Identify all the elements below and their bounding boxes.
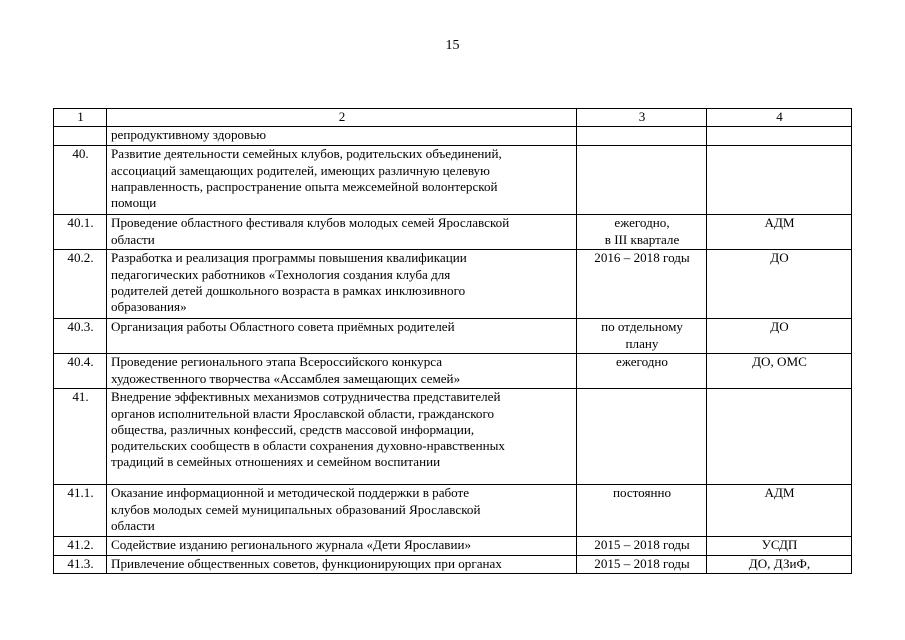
item-text: Разработка и реализация программы повышения квалификации педагогических работников «Технология создания клуба для родителей детей дошкольного возраста в рамках инклюзивного образования» <box>107 250 577 319</box>
item-text: Содействие изданию регионального журнала «Дети Ярославии» <box>107 537 577 555</box>
item-term: постоянно <box>577 485 707 537</box>
table-row <box>54 389 852 485</box>
item-text: Проведение областного фестиваля клубов молодых семей Ярославской области <box>107 215 577 250</box>
item-number: 41.1. <box>54 485 107 537</box>
item-term <box>577 127 707 146</box>
item-term: по отдельному плану <box>577 319 707 354</box>
item-executor: АДМ <box>707 215 852 250</box>
table-row <box>54 555 852 573</box>
table-row <box>54 354 852 389</box>
item-number: 40.1. <box>54 215 107 250</box>
item-text: Развитие деятельности семейных клубов, родительских объединений, ассоциаций замещающих родителей, имеющих различную целевую направленность, распространение опыта межсемейной волонтерской помощи <box>107 146 577 215</box>
item-executor: ДО, ОМС <box>707 354 852 389</box>
table-row <box>54 485 852 537</box>
item-number: 40.4. <box>54 354 107 389</box>
item-executor <box>707 127 852 146</box>
page-number: 15 <box>445 38 460 53</box>
item-text: Привлечение общественных советов, функционирующих при органах <box>107 555 577 573</box>
table-row <box>54 146 852 215</box>
item-term: 2016 – 2018 годы <box>577 250 707 319</box>
item-number: 40.2. <box>54 250 107 319</box>
item-executor <box>707 389 852 485</box>
header-cell: 1 <box>54 109 107 127</box>
item-number: 40.3. <box>54 319 107 354</box>
item-number: 40. <box>54 146 107 215</box>
item-number: 41. <box>54 389 107 485</box>
item-executor: УСДП <box>707 537 852 555</box>
header-cell: 3 <box>577 109 707 127</box>
item-term: 2015 – 2018 годы <box>577 537 707 555</box>
item-term <box>577 389 707 485</box>
item-executor: ДО <box>707 250 852 319</box>
item-executor: АДМ <box>707 485 852 537</box>
table-row <box>54 250 852 319</box>
header-cell: 4 <box>707 109 852 127</box>
item-number: 41.3. <box>54 555 107 573</box>
item-term: ежегодно, в III квартале <box>577 215 707 250</box>
item-term <box>577 146 707 215</box>
item-text: Оказание информационной и методической поддержки в работе клубов молодых семей муниципальных образований Ярославской области <box>107 485 577 537</box>
item-number: 41.2. <box>54 537 107 555</box>
action-plan-table <box>53 108 852 574</box>
item-executor: ДО <box>707 319 852 354</box>
table-row <box>54 319 852 354</box>
item-number <box>54 127 107 146</box>
item-text: Внедрение эффективных механизмов сотрудничества представителей органов исполнительной власти Ярославской области, гражданского общества, различных конфессий, средств массовой информации, родительских сообществ в области сохранения духовно-нравственных традиций в семейных отношениях и семейном воспитании <box>107 389 577 485</box>
item-term: 2015 – 2018 годы <box>577 555 707 573</box>
item-term: ежегодно <box>577 354 707 389</box>
item-text: Организация работы Областного совета приёмных родителей <box>107 319 577 354</box>
header-cell: 2 <box>107 109 577 127</box>
item-executor <box>707 146 852 215</box>
item-text: Проведение регионального этапа Всероссийского конкурса художественного творчества «Ассамблея замещающих семей» <box>107 354 577 389</box>
item-executor: ДО, ДЗиФ, <box>707 555 852 573</box>
table-header-row <box>54 109 852 127</box>
table-row <box>54 537 852 555</box>
item-text: репродуктивному здоровью <box>107 127 577 146</box>
table-row <box>54 127 852 146</box>
table-row <box>54 215 852 250</box>
